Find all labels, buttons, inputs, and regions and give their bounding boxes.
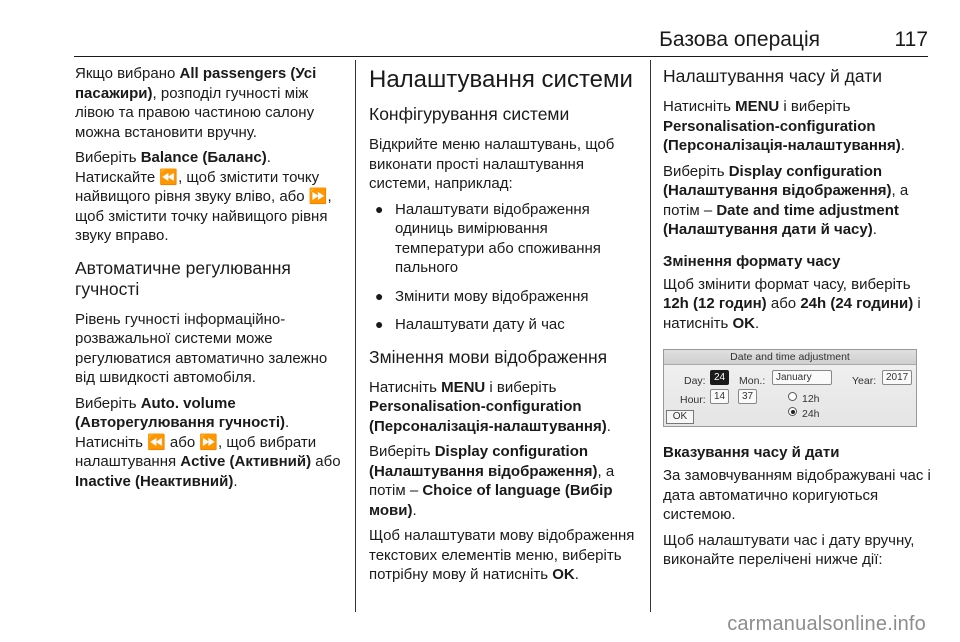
- menu-term: Auto. volume (Авторегулювання гучності): [75, 394, 285, 431]
- list-item: ● Налаштувати відображення одиниць вимірювання температури або споживання пального: [375, 200, 601, 276]
- minute-field[interactable]: 37: [738, 389, 757, 404]
- year-label: Year:: [852, 375, 877, 387]
- paragraph-language-menu: Натисніть MENU і виберіть Personalisation-configuration (Персоналізація-налаштування).: [369, 378, 611, 435]
- list-item: ● Налаштувати дату й час: [375, 316, 565, 333]
- menu-term: Personalisation-configuration (Персоналізація-налаштування): [369, 398, 607, 435]
- column-divider-2: [650, 60, 651, 612]
- menu-term: All passengers (Усі пасажири): [75, 65, 317, 102]
- menu-term: 12h (12 годин): [663, 295, 767, 312]
- column-right: [663, 64, 933, 576]
- paragraph-time-format: Щоб змінити формат часу, виберіть 12h (12 годин) або 24h (24 години) і натисніть OK.: [663, 275, 921, 332]
- column-middle: [369, 64, 637, 591]
- day-field[interactable]: 24: [710, 370, 729, 385]
- month-field[interactable]: January: [772, 370, 832, 385]
- column-divider-1: [355, 60, 356, 612]
- paragraph-auto-volume: Рівень гучності інформаційно-розважальної системи може регулюватися автоматично залежно від швидкості автомобіля.: [75, 310, 328, 386]
- running-header-title: Базова операція: [659, 28, 820, 51]
- radio-12h[interactable]: [788, 392, 797, 401]
- paragraph-language-ok: Щоб налаштувати мову відображення текстових елементів меню, виберіть потрібну мову й натисніть OK.: [369, 527, 635, 583]
- radio-24h[interactable]: [788, 407, 797, 416]
- heading-change-language: Змінення мови відображення: [369, 346, 608, 367]
- paragraph-auto-volume-select: Виберіть Auto. volume (Авторегулювання гучності). Натисніть ⏪ або ⏩, щоб вибрати налаштування Active (Активний) або Inactive (Неактивний).: [75, 394, 341, 490]
- menu-term: Display configuration (Налаштування відображення): [369, 443, 598, 480]
- paragraph-balance-intro: Якщо вибрано All passengers (Усі пасажири), розподіл гучності між лівою та правою частиною салону можна встановити вручну.: [75, 65, 317, 141]
- bullet-icon: ●: [375, 287, 384, 304]
- date-time-screen-illustration: [663, 349, 917, 427]
- menu-term: OK: [552, 566, 575, 583]
- heading-time-date: Налаштування часу й дати: [663, 66, 883, 86]
- menu-term: Choice of language (Вибір мови): [369, 482, 613, 519]
- menu-term: Inactive (Неактивний): [75, 472, 234, 490]
- paragraph-time-display: Виберіть Display configuration (Налаштування відображення), а потім – Date and time adjustment (Налаштування дати й часу).: [663, 162, 909, 238]
- radio-12h-label: 12h: [802, 393, 820, 405]
- hour-field[interactable]: 14: [710, 389, 729, 404]
- list-item: ● Змінити мову відображення: [375, 287, 589, 305]
- column-left: [75, 64, 347, 497]
- hour-label: Hour:: [680, 394, 706, 406]
- paragraph-manual-time: Щоб налаштувати час і дату вручну, виконайте перелічені нижче дії:: [663, 531, 915, 568]
- paragraph-balance-select: Виберіть Balance (Баланс). Натискайте ⏪, щоб змістити точку найвищого рівня звуку вліво, або ⏩, щоб змістити точку найвищого рівня звуку вправо.: [75, 149, 332, 244]
- page-number: 117: [894, 28, 928, 51]
- header-rule: [74, 56, 928, 57]
- paragraph-system-config: Відкрийте меню налаштувань, щоб виконати прості налаштування системи, наприклад:: [369, 136, 615, 192]
- bullet-icon: ●: [375, 200, 384, 217]
- settings-bullet-list: [369, 200, 637, 335]
- menu-term: MENU: [735, 98, 780, 115]
- heading-time-display: Вказування часу й дати: [663, 444, 840, 461]
- paragraph-auto-time: За замовчуванням відображувані час і дата автоматично коригуються системою.: [663, 467, 931, 523]
- radio-24h-label: 24h: [802, 408, 820, 420]
- menu-term: Active (Активний): [180, 453, 312, 470]
- heading-auto-volume: Автоматичне регулювання гучності: [75, 257, 291, 299]
- heading-system-settings: Налаштування системи: [369, 66, 633, 93]
- menu-term: Display configuration (Налаштування відображення): [663, 162, 892, 199]
- paragraph-time-menu: Натисніть MENU і виберіть Personalisation-configuration (Персоналізація-налаштування).: [663, 98, 905, 154]
- menu-term: Date and time adjustment (Налаштування дати й часу): [663, 201, 899, 238]
- heading-system-config: Конфігурування системи: [369, 104, 570, 124]
- watermark: carmanualsonline.info: [727, 613, 926, 635]
- screen-title: Date and time adjustment: [664, 350, 916, 365]
- menu-term: OK: [732, 314, 756, 332]
- menu-term: Personalisation-configuration (Персоналізація-налаштування): [663, 117, 901, 154]
- menu-term: 24h (24 години): [800, 295, 914, 312]
- year-field[interactable]: 2017: [882, 370, 912, 385]
- bullet-icon: ●: [375, 316, 384, 332]
- ok-button[interactable]: OK: [666, 410, 694, 424]
- heading-time-format: Змінення формату часу: [663, 252, 841, 270]
- month-label: Mon.:: [739, 375, 766, 387]
- paragraph-language-display: Виберіть Display configuration (Налаштування відображення), а потім – Choice of language (Вибір мови).: [369, 443, 615, 519]
- day-label: Day:: [684, 375, 706, 387]
- menu-term: MENU: [441, 378, 486, 396]
- menu-term: Balance (Баланс): [140, 149, 267, 166]
